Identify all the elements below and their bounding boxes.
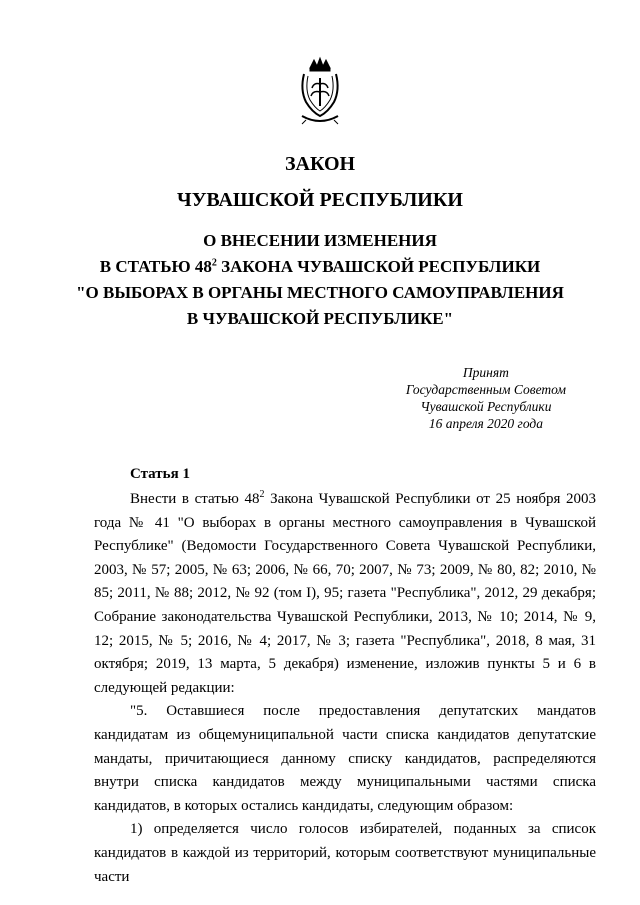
document-subtitle <box>0 228 640 332</box>
article-paragraph: 1) определяется число голосов избирателей, поданных за список кандидатов в каждой из территорий, которым соответствуют муниципальные части <box>94 821 596 885</box>
adoption-note <box>406 364 566 432</box>
coat-of-arms-icon <box>296 56 344 128</box>
subtitle-line-2: В СТАТЬЮ $48^2$ ЗАКОНА ЧУВАШСКОЙ РЕСПУБЛИКИ <box>99 257 541 276</box>
adoption-line-2: Государственным Советом <box>405 382 566 397</box>
title-line-2: ЧУВАШСКОЙ РЕСПУБЛИКИ <box>177 189 463 211</box>
adoption-line-3: Чувашской Республики <box>420 399 552 414</box>
subtitle-line-1: О ВНЕСЕНИИ ИЗМЕНЕНИЯ <box>203 231 437 250</box>
title-line-1: ЗАКОН <box>284 153 356 175</box>
document-title <box>0 146 640 218</box>
article-body <box>94 488 596 889</box>
article-paragraph: "5. Оставшиеся после предоставления депутатских мандатов кандидатам из общемуниципальной части списка кандидатов депутатские мандаты, причитающиеся данному списку кандидатов, распределяются внутри списка кандидатов между муниципальными частями списка кандидатов, в которых остались кандидаты, следующим образом: <box>94 703 596 814</box>
subtitle-line-4: В ЧУВАШСКОЙ РЕСПУБЛИКЕ" <box>186 309 454 328</box>
article-heading: Статья 1 <box>130 466 190 482</box>
subtitle-line-3: "О ВЫБОРАХ В ОРГАНЫ МЕСТНОГО САМОУПРАВЛЕНИЯ <box>76 283 564 302</box>
adoption-line-1: Принят <box>462 365 509 380</box>
article-paragraph: Внести в статью $48^2$ Закона Чувашской Республики от 25 ноября 2003 года № 41 "О выборах в органы местного самоуправления в Чувашской Республике" (Ведомости Государственного Совета Чувашской Республики, 2003, № 57; 2005, № 63; 2006, № 66, 70; 2007, № 73; 2009, № 80, 82; 2010, № 85; 2011, № 88; 2012, № 92 (том I), 95; газета "Республика", 2012, 29 декабря; Собрание законодательства Чувашской Республики, 2013, № 10; 2014, № 9, 12; 2015, № 5; 2016, № 4; 2017, № 3; газета "Республика", 2018, 8 мая, 31 октября; 2019, 13 марта, 5 декабря) изменение, изложив пункты 5 и 6 в следующей редакции: <box>94 489 597 696</box>
adoption-date: 16 апреля 2020 года <box>428 416 543 431</box>
